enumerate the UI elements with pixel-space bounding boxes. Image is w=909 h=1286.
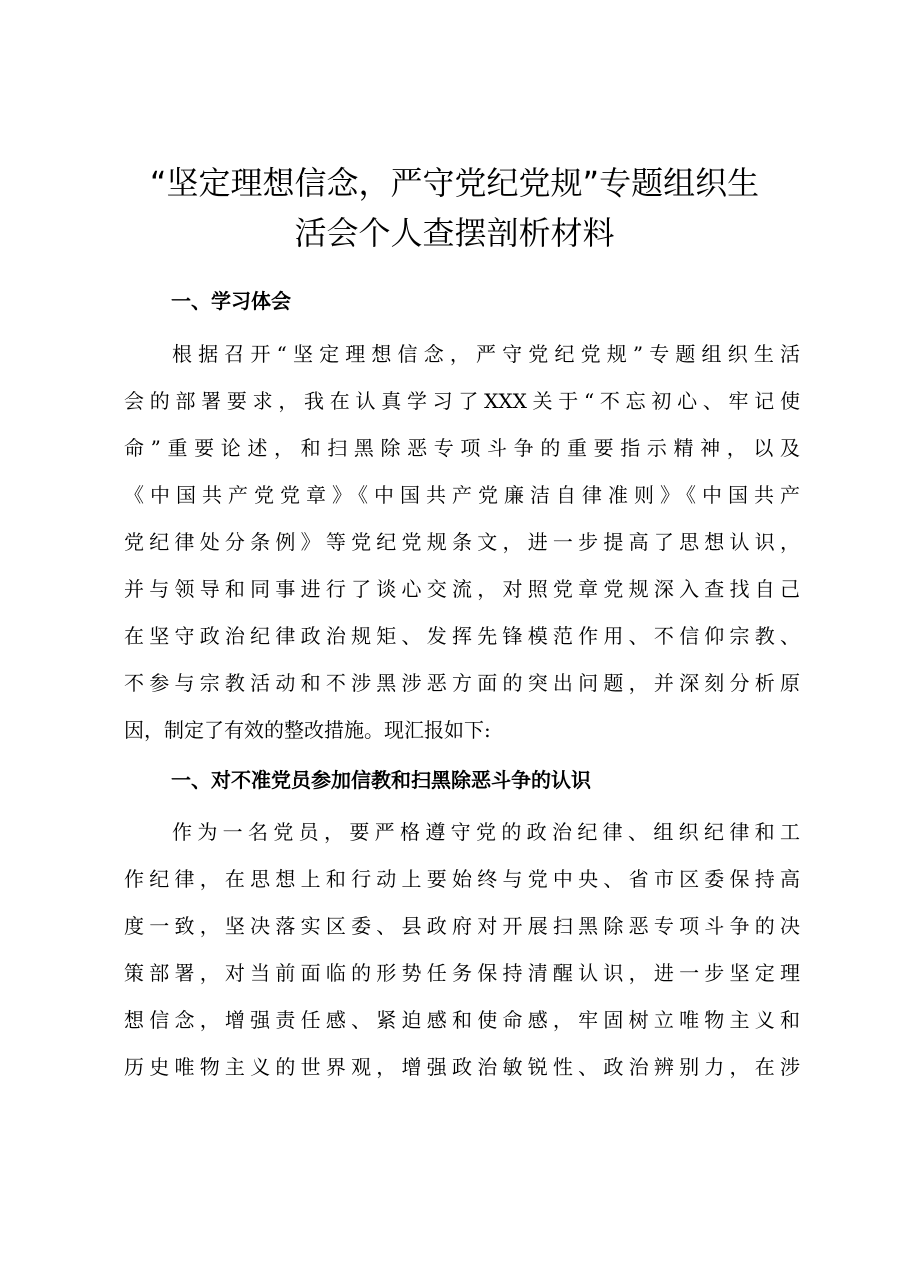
- paragraph-line: 因，制定了有效的整改措施。现汇报如下:: [124, 718, 491, 742]
- paragraph-line: 《中国共产党党章》《中国共产党廉洁自律准则》《中国共产: [124, 483, 800, 507]
- paragraph-line: 党纪律处分条例》等党纪党规条文，进一步提高了思想认识，: [124, 530, 800, 554]
- document-title-line-1: “坚定理想信念，严守党纪党规”专题组织生: [149, 164, 760, 202]
- section-heading-understanding: 一、对不准党员参加信教和扫黑除恶斗争的认识: [171, 768, 591, 792]
- document-title: [100, 158, 809, 258]
- paragraph-line: 作纪律，在思想上和行动上要始终与党中央、省市区委保持高: [124, 867, 800, 891]
- paragraph-line: 会的部署要求，我在认真学习了XXX关于“不忘初心、牢记使: [124, 389, 800, 413]
- paragraph-line: 命”重要论述，和扫黑除恶专项斗争的重要指示精神，以及: [124, 436, 800, 460]
- paragraph-line: 在坚守政治纪律政治规矩、发挥先锋模范作用、不信仰宗教、: [124, 624, 800, 648]
- paragraph-line: 想信念，增强责任感、紧迫感和使命感，牢固树立唯物主义和: [124, 1008, 800, 1032]
- paragraph-study: [124, 331, 800, 754]
- paragraph-understanding: [124, 809, 800, 1091]
- paragraph-line: 并与领导和同事进行了谈心交流，对照党章党规深入查找自己: [124, 577, 800, 601]
- document-title-line-2: 活会个人查摆剖析材料: [294, 214, 615, 252]
- paragraph-line: 历史唯物主义的世界观，增强政治敏锐性、政治辨别力，在涉: [124, 1055, 800, 1079]
- paragraph-line: 策部署，对当前面临的形势任务保持清醒认识，进一步坚定理: [124, 961, 800, 985]
- section-heading-study: 一、学习体会: [171, 289, 291, 313]
- paragraph-line: 根据召开“坚定理想信念，严守党纪党规”专题组织生活: [172, 342, 800, 366]
- paragraph-line: 作为一名党员，要严格遵守党的政治纪律、组织纪律和工: [172, 820, 800, 844]
- paragraph-line: 度一致，坚决落实区委、县政府对开展扫黑除恶专项斗争的决: [124, 914, 800, 938]
- paragraph-line: 不参与宗教活动和不涉黑涉恶方面的突出问题，并深刻分析原: [124, 671, 800, 695]
